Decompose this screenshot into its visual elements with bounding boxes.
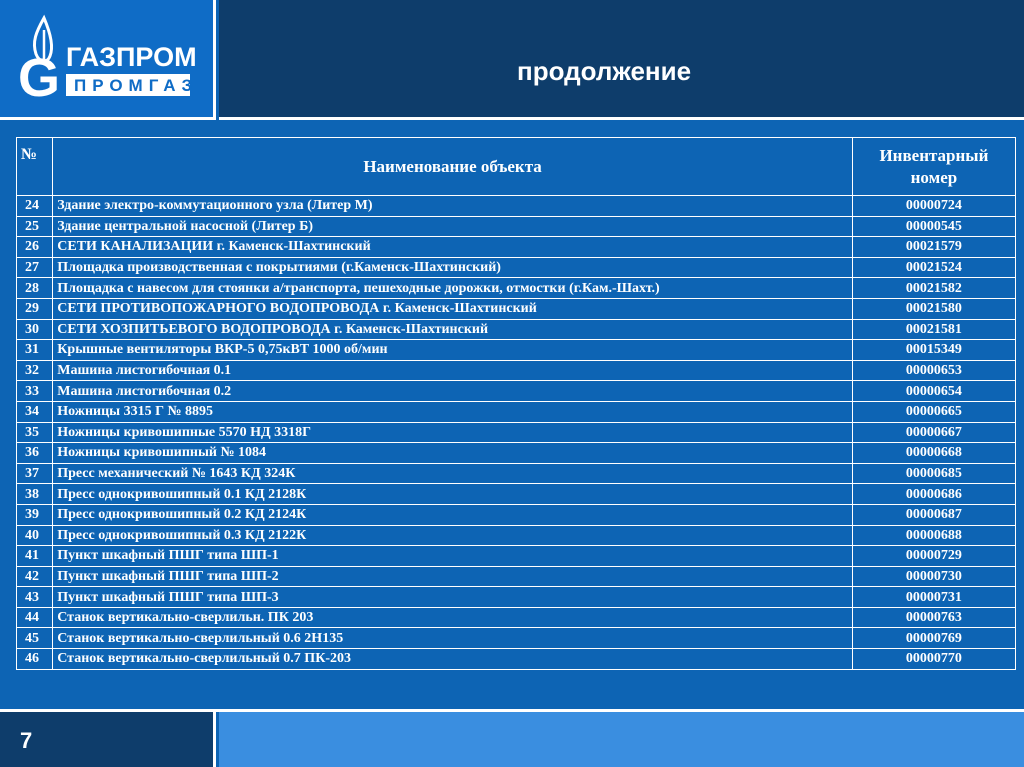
logo-brand-top: ГАЗПРОМ (66, 42, 197, 72)
row-inventory-number: 00000724 (852, 196, 1015, 217)
row-number: 38 (17, 484, 53, 505)
row-number: 31 (17, 340, 53, 361)
row-number: 26 (17, 237, 53, 258)
gazprom-logo (14, 10, 204, 105)
table-row (17, 319, 1016, 340)
row-inventory-number: 00000731 (852, 587, 1015, 608)
row-number: 30 (17, 319, 53, 340)
logo-brand-bottom: ПРОМГАЗ (74, 76, 199, 95)
row-name: Пункт шкафный ПШГ типа ШП-2 (53, 566, 853, 587)
row-name: Здание электро-коммутационного узла (Литер М) (53, 196, 853, 217)
row-inventory-number: 00000687 (852, 504, 1015, 525)
row-number: 39 (17, 504, 53, 525)
row-number: 33 (17, 381, 53, 402)
row-name: Ножницы кривошипные 5570 НД 3318Г (53, 422, 853, 443)
row-inventory-number: 00000654 (852, 381, 1015, 402)
row-name: Станок вертикально-сверлильный 0.7 ПК-203 (53, 649, 853, 670)
row-inventory-number: 00000729 (852, 546, 1015, 567)
table-header-row (17, 138, 1016, 196)
title-panel (219, 0, 1024, 120)
header-inventory-line2: номер (910, 167, 958, 187)
row-inventory-number: 00000668 (852, 443, 1015, 464)
row-name: Пункт шкафный ПШГ типа ШП-3 (53, 587, 853, 608)
table-row (17, 360, 1016, 381)
row-number: 37 (17, 463, 53, 484)
row-number: 46 (17, 649, 53, 670)
row-name: Ножницы 3315 Г № 8895 (53, 401, 853, 422)
row-name: СЕТИ КАНАЛИЗАЦИИ г. Каменск-Шахтинский (53, 237, 853, 258)
header-inventory-line1: Инвентарный (879, 145, 989, 165)
row-inventory-number: 00000685 (852, 463, 1015, 484)
row-name: Площадка с навесом для стоянки а/транспорта, пешеходные дорожки, отмостки (г.Кам.-Шахт.) (53, 278, 853, 299)
row-inventory-number: 00021581 (852, 319, 1015, 340)
row-number: 25 (17, 216, 53, 237)
row-inventory-number: 00021524 (852, 257, 1015, 278)
table-row (17, 607, 1016, 628)
row-name: Пункт шкафный ПШГ типа ШП-1 (53, 546, 853, 567)
row-inventory-number: 00000763 (852, 607, 1015, 628)
row-number: 42 (17, 566, 53, 587)
table-row (17, 649, 1016, 670)
row-inventory-number: 00015349 (852, 340, 1015, 361)
table-row (17, 298, 1016, 319)
row-number: 36 (17, 443, 53, 464)
row-inventory-number: 00000770 (852, 649, 1015, 670)
table-row (17, 278, 1016, 299)
row-number: 28 (17, 278, 53, 299)
header-number: № (17, 138, 53, 196)
table-row (17, 196, 1016, 217)
row-inventory-number: 00000769 (852, 628, 1015, 649)
table-row (17, 504, 1016, 525)
row-number: 43 (17, 587, 53, 608)
inventory-table (16, 137, 1016, 670)
row-number: 32 (17, 360, 53, 381)
row-name: СЕТИ ХОЗПИТЬЕВОГО ВОДОПРОВОДА г. Каменск-Шахтинский (53, 319, 853, 340)
header-inventory (852, 138, 1015, 196)
page-title: продолжение (517, 56, 692, 86)
logo-panel (0, 0, 216, 120)
row-inventory-number: 00000665 (852, 401, 1015, 422)
row-number: 45 (17, 628, 53, 649)
row-name: Машина листогибочная 0.1 (53, 360, 853, 381)
row-name: Пресс однокривошипный 0.1 КД 2128К (53, 484, 853, 505)
table-row (17, 566, 1016, 587)
row-inventory-number: 00000653 (852, 360, 1015, 381)
header-name: Наименование объекта (53, 138, 853, 196)
row-inventory-number: 00021579 (852, 237, 1015, 258)
row-name: Площадка производственная с покрытиями (г.Каменск-Шахтинский) (53, 257, 853, 278)
row-inventory-number: 00000686 (852, 484, 1015, 505)
row-number: 27 (17, 257, 53, 278)
row-number: 29 (17, 298, 53, 319)
row-name: Машина листогибочная 0.2 (53, 381, 853, 402)
row-number: 44 (17, 607, 53, 628)
row-name: Пресс однокривошипный 0.2 КД 2124К (53, 504, 853, 525)
row-inventory-number: 00000730 (852, 566, 1015, 587)
table-row (17, 237, 1016, 258)
table-row (17, 340, 1016, 361)
table-body (17, 196, 1016, 670)
row-name: Станок вертикально-сверлильный 0.6 2Н135 (53, 628, 853, 649)
row-inventory-number: 00021580 (852, 298, 1015, 319)
row-inventory-number: 00021582 (852, 278, 1015, 299)
row-number: 40 (17, 525, 53, 546)
row-number: 41 (17, 546, 53, 567)
table-row (17, 546, 1016, 567)
row-name: Ножницы кривошипный № 1084 (53, 443, 853, 464)
table-row (17, 381, 1016, 402)
table-row (17, 401, 1016, 422)
row-name: Станок вертикально-сверлильн. ПК 203 (53, 607, 853, 628)
row-name: Пресс однокривошипный 0.3 КД 2122К (53, 525, 853, 546)
table-row (17, 257, 1016, 278)
row-number: 34 (17, 401, 53, 422)
row-inventory-number: 00000667 (852, 422, 1015, 443)
table-row (17, 443, 1016, 464)
svg-text:G: G (18, 48, 61, 105)
row-inventory-number: 00000545 (852, 216, 1015, 237)
row-name: СЕТИ ПРОТИВОПОЖАРНОГО ВОДОПРОВОДА г. Каменск-Шахтинский (53, 298, 853, 319)
row-number: 35 (17, 422, 53, 443)
table-row (17, 484, 1016, 505)
row-name: Здание центральной насосной (Литер Б) (53, 216, 853, 237)
table-row (17, 422, 1016, 443)
page-number: 7 (20, 728, 33, 753)
footer-right-panel (219, 712, 1024, 767)
table-row (17, 463, 1016, 484)
table-row (17, 525, 1016, 546)
row-name: Крышные вентиляторы ВКР-5 0,75кВТ 1000 об/мин (53, 340, 853, 361)
table-row (17, 628, 1016, 649)
footer-left-panel (0, 712, 216, 767)
table-row (17, 587, 1016, 608)
row-inventory-number: 00000688 (852, 525, 1015, 546)
row-number: 24 (17, 196, 53, 217)
table-row (17, 216, 1016, 237)
inventory-table-wrapper (16, 137, 1008, 670)
row-name: Пресс механический № 1643 КД 324К (53, 463, 853, 484)
